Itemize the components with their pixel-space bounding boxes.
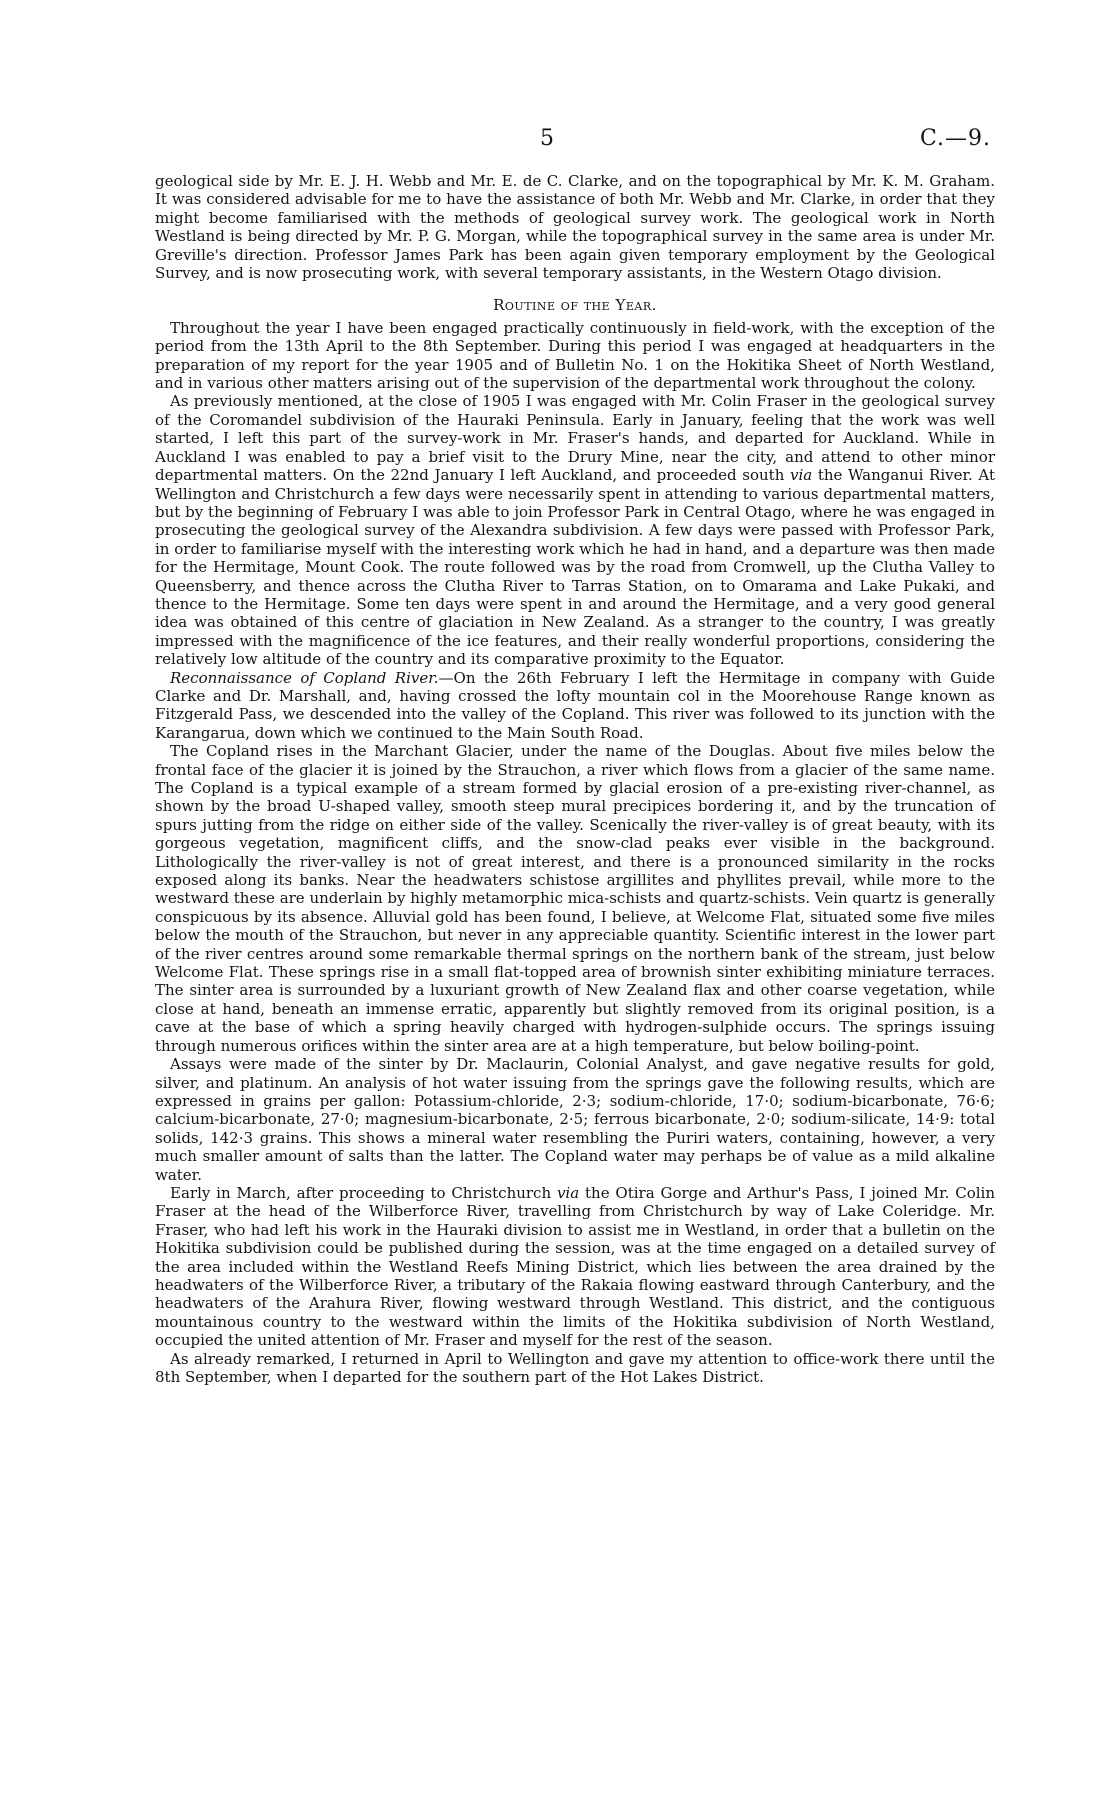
page-header <box>0 126 1114 158</box>
paragraph-wilberforce-text-a: Early in March, after proceeding to Christchurch <box>170 1183 557 1202</box>
body-text <box>155 172 995 1386</box>
section-heading: Routine of the Year. <box>493 296 657 315</box>
paragraph-assays: Assays were made of the sinter by Dr. Maclaurin, Colonial Analyst, and gave negative results for gold, silver, and platinum. An analysis of hot water issuing from the springs gave the following results, which are expressed in grains per gallon: Potassium-chloride, 2·3; sodium-chloride, 17·0; sodium-bicarbonate, 76·6; calcium-bicarbonate, 27·0; magnesium-bicarbonate, 2·5; ferrous bicarbonate, 2·0; sodium-silicate, 14·9: total solids, 142·3 grains. This shows a mineral water resembling the Puriri waters, containing, however, a very much smaller amount of salts than the latter. The Copland water may perhaps be of value as a mild alkaline water. <box>155 1055 995 1184</box>
paragraph-coromandel <box>155 392 995 668</box>
paragraph-return: As already remarked, I returned in April to Wellington and gave my attention to office-work there until the 8th September, when I departed for the southern part of the Hot Lakes District. <box>155 1349 995 1386</box>
paragraph-wilberforce-text-b: the Otira Gorge and Arthur's Pass, I joined Mr. Colin Fraser at the head of the Wilberforce River, travelling from Christchurch by way of Lake Coleridge. Mr. Fraser, who had left his work in the Hauraki division to assist me in Westland, in order that a bulletin on the Hokitika subdivision could be published during the session, was at the time engaged on a detailed survey of the area included within the Westland Reefs Mining District, which lies between the area drained by the headwaters of the Wilberforce River, a tributary of the Rakaia flowing eastward through Canterbury, and the headwaters of the Arahura River, flowing westward through Westland. This district, and the contiguous mountainous country to the westward within the limits of the Hokitika subdivision of North Westland, occupied the united attention of Mr. Fraser and myself for the rest of the season. <box>155 1183 995 1350</box>
document-reference: C.—9. <box>919 126 991 151</box>
paragraph-coromandel-text-a: As previously mentioned, at the close of 1905 I was engaged with Mr. Colin Fraser in the geological survey of the Coromandel subdivision of the Hauraki Peninsula. Early in January, feeling that the work was well started, I left this part of the survey-work in Mr. Fraser's hands, and departed for Auckland. While in Auckland I was enabled to pay a brief visit to the Drury Mine, near the city, and attend to other minor departmental matters. On the 22nd January I left Auckland, and proceeded south <box>155 392 995 485</box>
paragraph-coromandel-text-b: the Wanganui River. At Wellington and Christchurch a few days were necessarily spent in attending to various departmental matters, but by the beginning of February I was able to join Professor Park in Central Otago, where he was engaged in prosecuting the geological survey of the Alexandra subdivision. A few days were passed with Professor Park, in order to familiarise myself with the interesting work which he had in hand, and a departure was then made for the Hermitage, Mount Cook. The route followed was by the road from Cromwell, up the Clutha Valley to Queensberry, and thence across the Clutha River to Tarras Station, on to Omarama and Lake Pukaki, and thence to the Hermitage. Some ten days were spent in and around the Hermitage, and a very good general idea was obtained of this centre of glaciation in New Zealand. As a stranger to the country, I was greatly impressed with the magnificence of the ice features, and their really wonderful proportions, considering the relatively low altitude of the country and its comparative proximity to the Equator. <box>155 466 995 669</box>
paragraph-copland-description: The Copland rises in the Marchant Glacier, under the name of the Douglas. About five miles below the frontal face of the glacier it is joined by the Strauchon, a river which flows from a glacier of the same name. The Copland is a typical example of a stream formed by glacial erosion of a pre-existing river-channel, as shown by the broad U-shaped valley, smooth steep mural precipices bordering it, and by the truncation of spurs jutting from the ridge on either side of the valley. Scenically the river-valley is of great beauty, with its gorgeous vegetation, magnificent cliffs, and the snow-clad peaks ever visible in the background. Lithologically the river-valley is not of great interest, and there is a pronounced similarity in the rocks exposed along its banks. Near the headwaters schistose argillites and phyllites prevail, while more to the westward these are underlain by highly metamorphic mica-schists and quartz-schists. Vein quartz is generally conspicuous by its absence. Alluvial gold has been found, I believe, at Welcome Flat, situated some five miles below the mouth of the Strauchon, but never in any appreciable quantity. Scientific interest in the lower part of the river centres around some remarkable thermal springs on the northern bank of the stream, just below Welcome Flat. These springs rise in a small flat-topped area of brownish sinter exhibiting miniature terraces. The sinter area is surrounded by a luxuriant growth of New Zealand flax and other coarse vegetation, while close at hand, beneath an immense erratic, apparently but slightly removed from its original position, is a cave at the base of which a spring heavily charged with hydrogen-sulphide occurs. The springs issuing through numerous orifices within the sinter area are at a high temperature, but below boiling-point. <box>155 742 995 1055</box>
paragraph-wilberforce <box>155 1184 995 1350</box>
paragraph-copland-reconnaissance-text: —On the 26th February I left the Hermitage in company with Guide Clarke and Dr. Marshall, and, having crossed the lofty mountain col in the Moorehouse Range known as Fitzgerald Pass, we descended into the valley of the Copland. This river was followed to its junction with the Karangarua, down which we continued to the Main South Road. <box>155 668 995 742</box>
via-italic: via <box>556 1183 580 1202</box>
paragraph-copland-reconnaissance <box>155 669 995 743</box>
paragraph-routine: Throughout the year I have been engaged practically continuously in field-work, with the exception of the period from the 13th April to the 8th September. During this period I was engaged at headquarters in the preparation of my report for the year 1905 and of Bulletin No. 1 on the Hokitika Sheet of North Westland, and in various other matters arising out of the supervision of the departmental work throughout the colony. <box>155 318 995 393</box>
intro-paragraph: geological side by Mr. E. J. H. Webb and Mr. E. de C. Clarke, and on the topographical by Mr. K. M. Graham. It was considered advisable for me to have the assistance of both Mr. Webb and Mr. Clarke, in order that they might become familiarised with the methods of geological survey work. The geological work in North Westland is being directed by Mr. P. G. Morgan, while the topographical survey in the same area is under Mr. Greville's direction. Professor James Park has been again given temporary employment by the Geological Survey, and is now prosecuting work, with several temporary assistants, in the Western Otago division. <box>155 172 995 283</box>
page-number: 5 <box>540 126 554 151</box>
via-italic: via <box>790 466 813 485</box>
subsection-title: Reconnaissance of Copland River. <box>170 668 439 687</box>
